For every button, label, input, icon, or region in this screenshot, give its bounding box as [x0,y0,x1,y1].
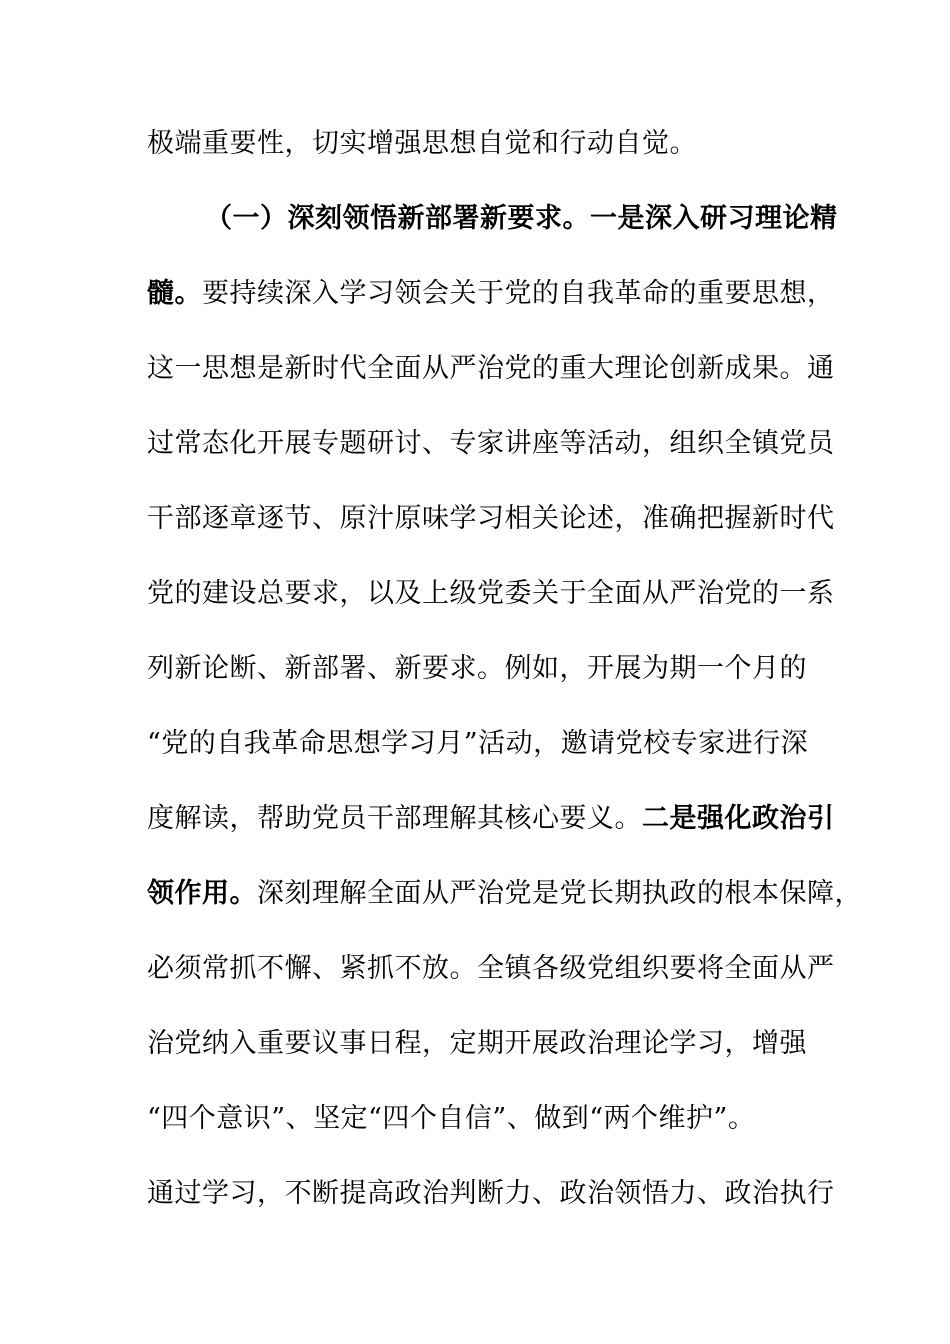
section-heading: （一）深刻领悟新部署新要求。一是深入研习理论精 [205,203,838,234]
paragraph-line: 这一思想是新时代全面从严治党的重大理论创新成果。通 [147,353,835,384]
bold-phrase: 髓。 [147,278,202,309]
bold-phrase: 二是强化政治引 [642,803,835,834]
paragraph-line: 必须常抓不懈、紧抓不放。全镇各级党组织要将全面从严 [147,953,835,984]
paragraph-line: 列新论断、新部署、新要求。例如，开展为期一个月的 [147,653,807,684]
paragraph-line: 干部逐章逐节、原汁原味学习相关论述，准确把握新时代 [147,503,835,534]
paragraph-line: 党的建设总要求，以及上级党委关于全面从严治党的一系 [147,578,835,609]
paragraph-line: “党的自我革命思想学习月”活动，邀请党校专家进行深 [147,728,809,759]
paragraph-line: 领作用。深刻理解全面从严治党是党长期执政的根本保障， [147,878,862,909]
paragraph-line: 过常态化开展专题研讨、专家讲座等活动，组织全镇党员 [147,428,835,459]
paragraph-line: “四个意识”、坚定“四个自信”、做到“两个维护”。 [147,1103,756,1134]
section-heading-line [205,199,865,239]
paragraph-line: 度解读，帮助党员干部理解其核心要义。二是强化政治引 [147,803,835,834]
bold-phrase: 领作用。 [147,878,257,909]
paragraph-line: 治党纳入重要议事日程，定期开展政治理论学习，增强 [147,1028,807,1059]
paragraph-line: 通过学习，不断提高政治判断力、政治领悟力、政治执行 [147,1178,835,1209]
paragraph-line: 极端重要性，切实增强思想自觉和行动自觉。 [147,128,697,159]
paragraph-line: 髓。要持续深入学习领会关于党的自我革命的重要思想， [147,278,835,309]
